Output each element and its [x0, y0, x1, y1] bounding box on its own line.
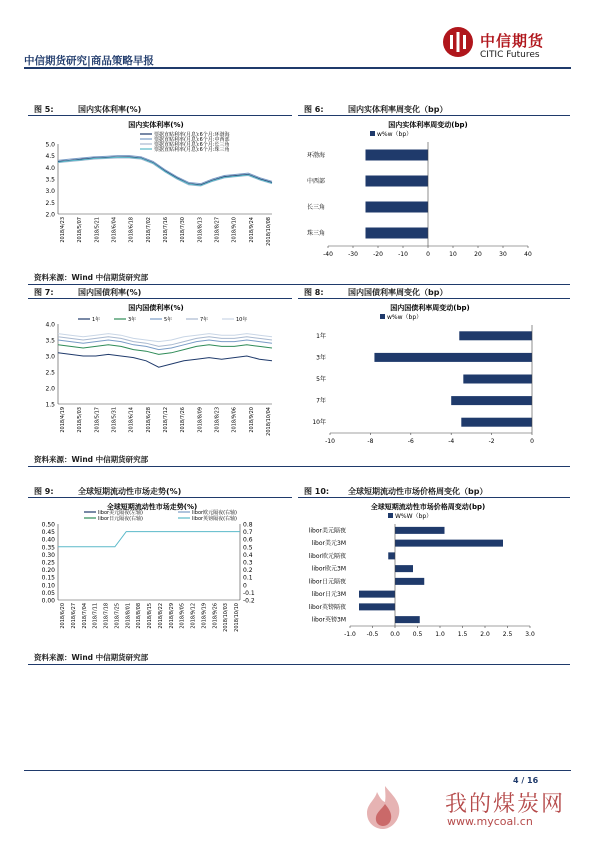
category-label: 10年 — [312, 419, 326, 427]
bar — [395, 540, 503, 547]
x-tick-label: 2018/9/20 — [248, 407, 255, 433]
page-number: 4 / 16 — [513, 776, 539, 785]
x-tick-label: 2018/5/31 — [111, 407, 118, 433]
y-tick-label: 3.5 — [45, 176, 55, 184]
y2-tick-label: 0.3 — [243, 559, 253, 567]
x-tick-label: 2018/6/27 — [70, 603, 77, 629]
x-tick-label: 20 — [474, 251, 482, 258]
category-label: 7年 — [316, 397, 326, 405]
y-tick-label: 0.25 — [41, 559, 55, 567]
x-tick-label: 2018/9/26 — [212, 603, 219, 629]
x-tick-label: 2018/5/21 — [94, 217, 101, 243]
legend-label: 票据直贴利率(月息):6个月:珠三角 — [154, 147, 230, 153]
x-tick-label: 2018/7/11 — [92, 603, 99, 629]
x-tick-label: 2018/5/07 — [77, 217, 84, 243]
y-tick-label: 4.5 — [45, 153, 55, 161]
report-header-title: 中信期货研究|商品策略早报 — [24, 55, 154, 67]
x-tick-label: 2.5 — [502, 631, 513, 638]
bar — [366, 176, 429, 187]
legend-label: W%W（bp） — [395, 513, 433, 520]
figure-5-title: 图 5: 国内实体利率(%) — [34, 105, 142, 114]
y2-tick-label: 0.8 — [243, 521, 253, 529]
x-tick-label: 0.5 — [412, 631, 423, 638]
y2-tick-label: 0.6 — [243, 536, 253, 544]
y-tick-label: 0.35 — [41, 544, 55, 552]
row3-bottom-rule — [28, 664, 570, 665]
bar — [366, 228, 429, 239]
y-tick-label: 4.0 — [45, 321, 55, 329]
category-label: 珠三角 — [306, 230, 325, 237]
bar — [374, 353, 532, 362]
bar — [461, 418, 532, 427]
legend-label: 10年 — [236, 317, 248, 323]
x-tick-label: 0 — [530, 438, 534, 445]
category-label: 环渤海 — [306, 152, 325, 159]
source-note-row3: 资料来源：Wind 中信期货研究部 — [34, 653, 149, 662]
series-line — [58, 532, 240, 547]
x-tick-label: 1.0 — [435, 631, 445, 638]
x-tick-label: -20 — [373, 251, 383, 258]
x-tick-label: -6 — [407, 438, 414, 445]
x-tick-label: 2018/7/26 — [180, 407, 187, 433]
bar — [359, 603, 395, 610]
y-tick-label: 0.05 — [41, 589, 55, 597]
figure-6-rule — [298, 115, 570, 116]
x-tick-label: 2018/8/22 — [157, 603, 164, 629]
y2-tick-label: 0.1 — [243, 574, 253, 582]
figure-9-title: 图 9: 全球短期流动性市场走势(%) — [34, 487, 182, 496]
chart-title: 全球短期流动性市场走势(%) — [106, 503, 198, 511]
category-label: 3年 — [316, 354, 326, 362]
legend-label: 3年 — [128, 317, 137, 323]
x-tick-label: 3.0 — [525, 631, 535, 638]
x-tick-label: 2.0 — [480, 631, 490, 638]
legend-label: 1年 — [92, 317, 101, 323]
legend-label: libor欧元隔夜(右轴) — [192, 510, 237, 516]
chart-title: 国内实体利率(%) — [128, 121, 184, 129]
x-tick-label: 1.5 — [457, 631, 468, 638]
figure-7-rule — [28, 298, 292, 299]
footer-divider — [24, 770, 571, 771]
y2-tick-label: 0.4 — [243, 551, 253, 559]
category-label: libor欧元3M — [311, 565, 346, 573]
bar — [366, 150, 429, 161]
legend-label: libor日元隔夜(右轴) — [98, 516, 143, 522]
chart-fig5 — [28, 118, 292, 270]
citic-logo-icon — [443, 27, 473, 57]
category-label: libor欧元隔夜 — [308, 552, 346, 560]
legend-label: 票据直贴利率(月息):6个月:长三角 — [154, 142, 230, 148]
y-tick-label: 0.50 — [41, 521, 55, 529]
chart-fig7 — [28, 301, 292, 451]
y2-tick-label: -0.1 — [243, 589, 255, 597]
chart-title: 国内实体利率周变动(bp) — [388, 121, 468, 129]
x-tick-label: 2018/7/30 — [180, 217, 187, 243]
legend-swatch — [380, 314, 385, 319]
series-line — [58, 337, 272, 347]
series-line — [58, 345, 272, 355]
x-tick-label: 2018/6/20 — [60, 603, 66, 629]
watermark-url: www.mycoal.cn — [447, 815, 533, 828]
x-tick-label: 2018/4/19 — [60, 407, 66, 433]
y2-tick-label: 0.5 — [243, 544, 253, 552]
y2-tick-label: 0 — [243, 582, 247, 590]
x-tick-label: -0.5 — [366, 631, 379, 638]
y-tick-label: 0.20 — [41, 567, 55, 575]
bar — [388, 552, 395, 559]
legend-swatch — [388, 513, 393, 518]
category-label: libor英镑隔夜 — [308, 603, 346, 611]
legend-label: libor美元隔夜(左轴) — [98, 510, 143, 516]
y-tick-label: 1.5 — [45, 401, 55, 409]
category-label: 长三角 — [306, 204, 325, 211]
x-tick-label: -4 — [448, 438, 455, 445]
flame-logo-icon — [355, 782, 415, 832]
y-tick-label: 0.30 — [41, 551, 55, 559]
bar — [463, 375, 532, 384]
x-tick-label: 2018/7/25 — [114, 603, 121, 629]
y-tick-label: 0.45 — [41, 529, 55, 537]
x-tick-label: 2018/10/04 — [266, 407, 272, 436]
bar — [451, 396, 532, 405]
x-tick-label: 2018/5/03 — [77, 407, 84, 433]
x-tick-label: 2018/9/10 — [231, 217, 238, 243]
x-tick-label: -30 — [348, 251, 358, 258]
legend-label: 7年 — [200, 317, 209, 323]
x-tick-label: 2018/9/05 — [179, 603, 186, 629]
x-tick-label: -1.0 — [344, 631, 356, 638]
figure-6-title: 图 6: 国内实体利率周变化（bp） — [304, 105, 448, 114]
x-tick-label: -10 — [325, 438, 335, 445]
legend-label: 票据直贴利率(月息):6个月:环渤海 — [154, 132, 230, 138]
bar — [395, 616, 420, 623]
legend-label: w%w（bp） — [387, 314, 423, 321]
x-tick-label: 0 — [426, 251, 430, 258]
watermark-cn: 我的煤炭网 — [445, 792, 566, 817]
series-line — [58, 157, 272, 185]
row1-bottom-rule — [28, 284, 570, 285]
y-tick-label: 3.5 — [45, 337, 55, 345]
x-tick-label: 2018/8/27 — [214, 217, 221, 243]
bar — [395, 565, 413, 572]
chart-fig6 — [298, 118, 570, 270]
x-tick-label: -8 — [367, 438, 374, 445]
y-tick-label: 3.0 — [45, 353, 55, 361]
chart-title: 国内国债利率(%) — [128, 304, 184, 312]
x-tick-label: 2018/8/08 — [136, 603, 143, 629]
legend-label: libor英镑隔夜(右轴) — [192, 516, 237, 522]
y-tick-label: 3.0 — [45, 188, 55, 196]
figure-9-rule — [28, 497, 292, 498]
legend-swatch — [370, 131, 375, 136]
x-tick-label: 2018/6/14 — [128, 407, 135, 433]
x-tick-label: 10 — [449, 251, 457, 258]
chart-fig10 — [298, 500, 570, 640]
x-tick-label: 2018/6/18 — [128, 217, 135, 243]
category-label: 中西部 — [306, 178, 325, 185]
category-label: 1年 — [316, 332, 326, 340]
x-tick-label: 2018/8/13 — [197, 217, 204, 243]
x-tick-label: 2018/7/18 — [103, 603, 110, 629]
bar — [395, 527, 445, 534]
bar — [359, 591, 395, 598]
chart-title: 国内国债利率周变动(bp) — [390, 304, 470, 312]
y-tick-label: 0.15 — [41, 574, 55, 582]
x-tick-label: -10 — [398, 251, 408, 258]
chart-fig8 — [298, 301, 570, 451]
y-tick-label: 4.0 — [45, 164, 55, 172]
x-tick-label: 2018/5/17 — [94, 407, 101, 433]
series-line — [58, 157, 272, 185]
bar — [366, 202, 429, 213]
x-tick-label: 0.0 — [390, 631, 400, 638]
figure-10-title: 图 10: 全球短期流动性市场价格周变化（bp） — [304, 487, 488, 496]
y-tick-label: 0.00 — [41, 597, 55, 605]
x-tick-label: 2018/7/16 — [163, 217, 169, 243]
category-label: libor美元3M — [311, 540, 346, 548]
x-tick-label: 2018/4/23 — [60, 217, 66, 243]
x-tick-label: 2018/9/12 — [190, 603, 197, 629]
y-tick-label: 0.40 — [41, 536, 55, 544]
x-tick-label: 2018/9/19 — [201, 603, 208, 629]
x-tick-label: 2018/6/28 — [145, 407, 152, 433]
row2-bottom-rule — [28, 466, 570, 467]
legend-label: 5年 — [164, 317, 173, 323]
x-tick-label: 2018/8/23 — [214, 407, 221, 433]
x-tick-label: 2018/8/09 — [197, 407, 204, 433]
legend-label: w%w（bp） — [377, 131, 413, 138]
chart-fig9 — [28, 500, 292, 640]
x-tick-label: 40 — [524, 251, 532, 258]
x-tick-label: -2 — [488, 438, 495, 445]
series-line — [58, 340, 272, 350]
x-tick-label: 2018/6/04 — [111, 217, 118, 243]
y2-tick-label: 0.7 — [243, 529, 253, 537]
y2-tick-label: 0.2 — [243, 567, 253, 575]
legend-label: 票据直贴利率(月息):6个月:中西部 — [154, 137, 230, 143]
y-tick-label: 2.5 — [45, 199, 55, 207]
x-tick-label: 2018/10/08 — [266, 217, 272, 246]
category-label: libor英镑3M — [311, 616, 346, 624]
chart-title: 全球短期流动性市场价格周变动(bp) — [370, 503, 486, 511]
figure-10-rule — [298, 497, 570, 498]
category-label: libor日元隔夜 — [308, 578, 346, 586]
category-label: libor美元隔夜 — [308, 527, 346, 535]
figure-8-rule — [298, 298, 570, 299]
bar — [459, 331, 532, 340]
source-note-row1: 资料来源：Wind 中信期货研究部 — [34, 273, 149, 282]
figure-5-rule — [28, 115, 292, 116]
y-tick-label: 2.0 — [45, 211, 55, 219]
x-tick-label: 2018/7/12 — [163, 407, 169, 433]
x-tick-label: 2018/9/24 — [248, 217, 255, 243]
figure-8-title: 图 8: 国内国债利率周变化（bp） — [304, 288, 448, 297]
x-tick-label: 2018/9/06 — [231, 407, 238, 433]
x-tick-label: 30 — [499, 251, 507, 258]
x-tick-label: 2018/10/10 — [234, 603, 240, 632]
y-tick-label: 5.0 — [45, 141, 55, 149]
y-tick-label: 2.5 — [45, 369, 55, 377]
source-note-row2: 资料来源：Wind 中信期货研究部 — [34, 455, 149, 464]
category-label: 5年 — [316, 376, 326, 383]
logo-text-cn: 中信期货 — [480, 32, 545, 50]
y-tick-label: 0.10 — [41, 582, 55, 590]
x-tick-label: 2018/10/03 — [223, 603, 230, 632]
logo-text-en: CITIC Futures — [480, 50, 540, 60]
x-tick-label: 2018/8/15 — [147, 603, 153, 629]
header-divider — [24, 67, 571, 69]
x-tick-label: 2018/7/04 — [81, 603, 88, 629]
bar — [395, 578, 424, 585]
y-tick-label: 2.0 — [45, 385, 55, 393]
category-label: libor日元3M — [311, 591, 346, 599]
figure-7-title: 图 7: 国内国债利率(%) — [34, 288, 142, 297]
series-line — [58, 353, 272, 367]
x-tick-label: 2018/7/02 — [145, 217, 152, 243]
x-tick-label: -40 — [323, 251, 333, 258]
x-tick-label: 2018/8/29 — [168, 603, 175, 629]
y2-tick-label: -0.2 — [243, 597, 255, 605]
x-tick-label: 2018/8/01 — [125, 603, 132, 629]
